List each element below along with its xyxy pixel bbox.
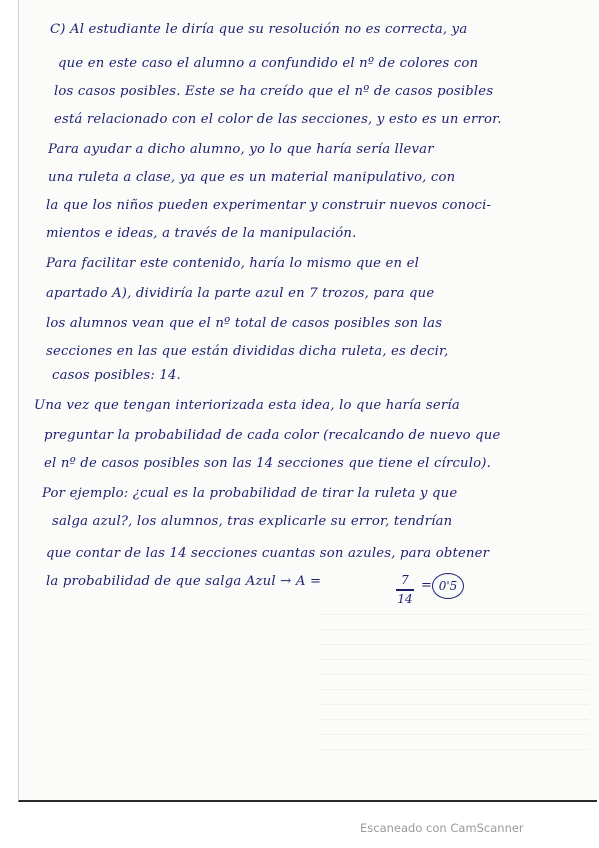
handwritten-line-11: los alumnos vean que el nº total de casos posibles son las [46, 316, 443, 331]
handwritten-line-17: Por ejemplo: ¿cual es la probabilidad de tirar la ruleta y que [42, 486, 458, 501]
handwritten-line-20: la probabilidad de que salga Azul → A = [46, 574, 322, 589]
handwritten-line-16: el nº de casos posibles son las 14 secciones que tiene el círculo). [44, 456, 492, 471]
handwritten-line-18: salga azul?, los alumnos, tras explicarle su error, tendrían [52, 514, 453, 529]
handwritten-line-13: casos posibles: 14. [52, 368, 181, 383]
handwritten-line-7: la que los niños pueden experimentar y construir nuevos conoci- [46, 198, 492, 213]
handwritten-line-14: Una vez que tengan interiorizada esta idea, lo que haría sería [34, 398, 460, 413]
handwritten-line-4: está relacionado con el color de las secciones, y esto es un error. [54, 112, 502, 127]
handwritten-line-9: Para facilitar este contenido, haría lo mismo que en el [46, 256, 420, 271]
equals-sign: = [421, 578, 432, 593]
circled-result: 0'5 [432, 573, 464, 599]
reverse-side-bleed-through [319, 600, 589, 760]
handwritten-line-19: que contar de las 14 secciones cuantas son azules, para obtener [46, 546, 490, 561]
handwritten-line-15: preguntar la probabilidad de cada color (recalcando de nuevo que [44, 428, 501, 443]
handwritten-line-5: Para ayudar a dicho alumno, yo lo que haría sería llevar [48, 142, 434, 157]
handwritten-line-6: una ruleta a clase, ya que es un material manipulativo, con [48, 170, 456, 185]
handwritten-line-10: apartado A), dividiría la parte azul en 7 trozos, para que [46, 286, 435, 301]
fraction-denominator: 14 [397, 592, 413, 606]
handwritten-line-2: que en este caso el alumno a confundido el nº de colores con [58, 56, 479, 71]
handwritten-line-8: mientos e ideas, a través de la manipulación. [46, 226, 357, 241]
probability-fraction [394, 572, 416, 612]
handwritten-line-3: los casos posibles. Este se ha creído que el nº de casos posibles [54, 84, 494, 99]
handwritten-line-1: C) Al estudiante le diría que su resolución no es correcta, ya [50, 22, 468, 37]
fraction-numerator: 7 [401, 573, 409, 587]
camscanner-watermark: Escaneado con CamScanner [360, 821, 524, 835]
handwritten-line-12: secciones en las que están divididas dicha ruleta, es decir, [46, 344, 449, 359]
